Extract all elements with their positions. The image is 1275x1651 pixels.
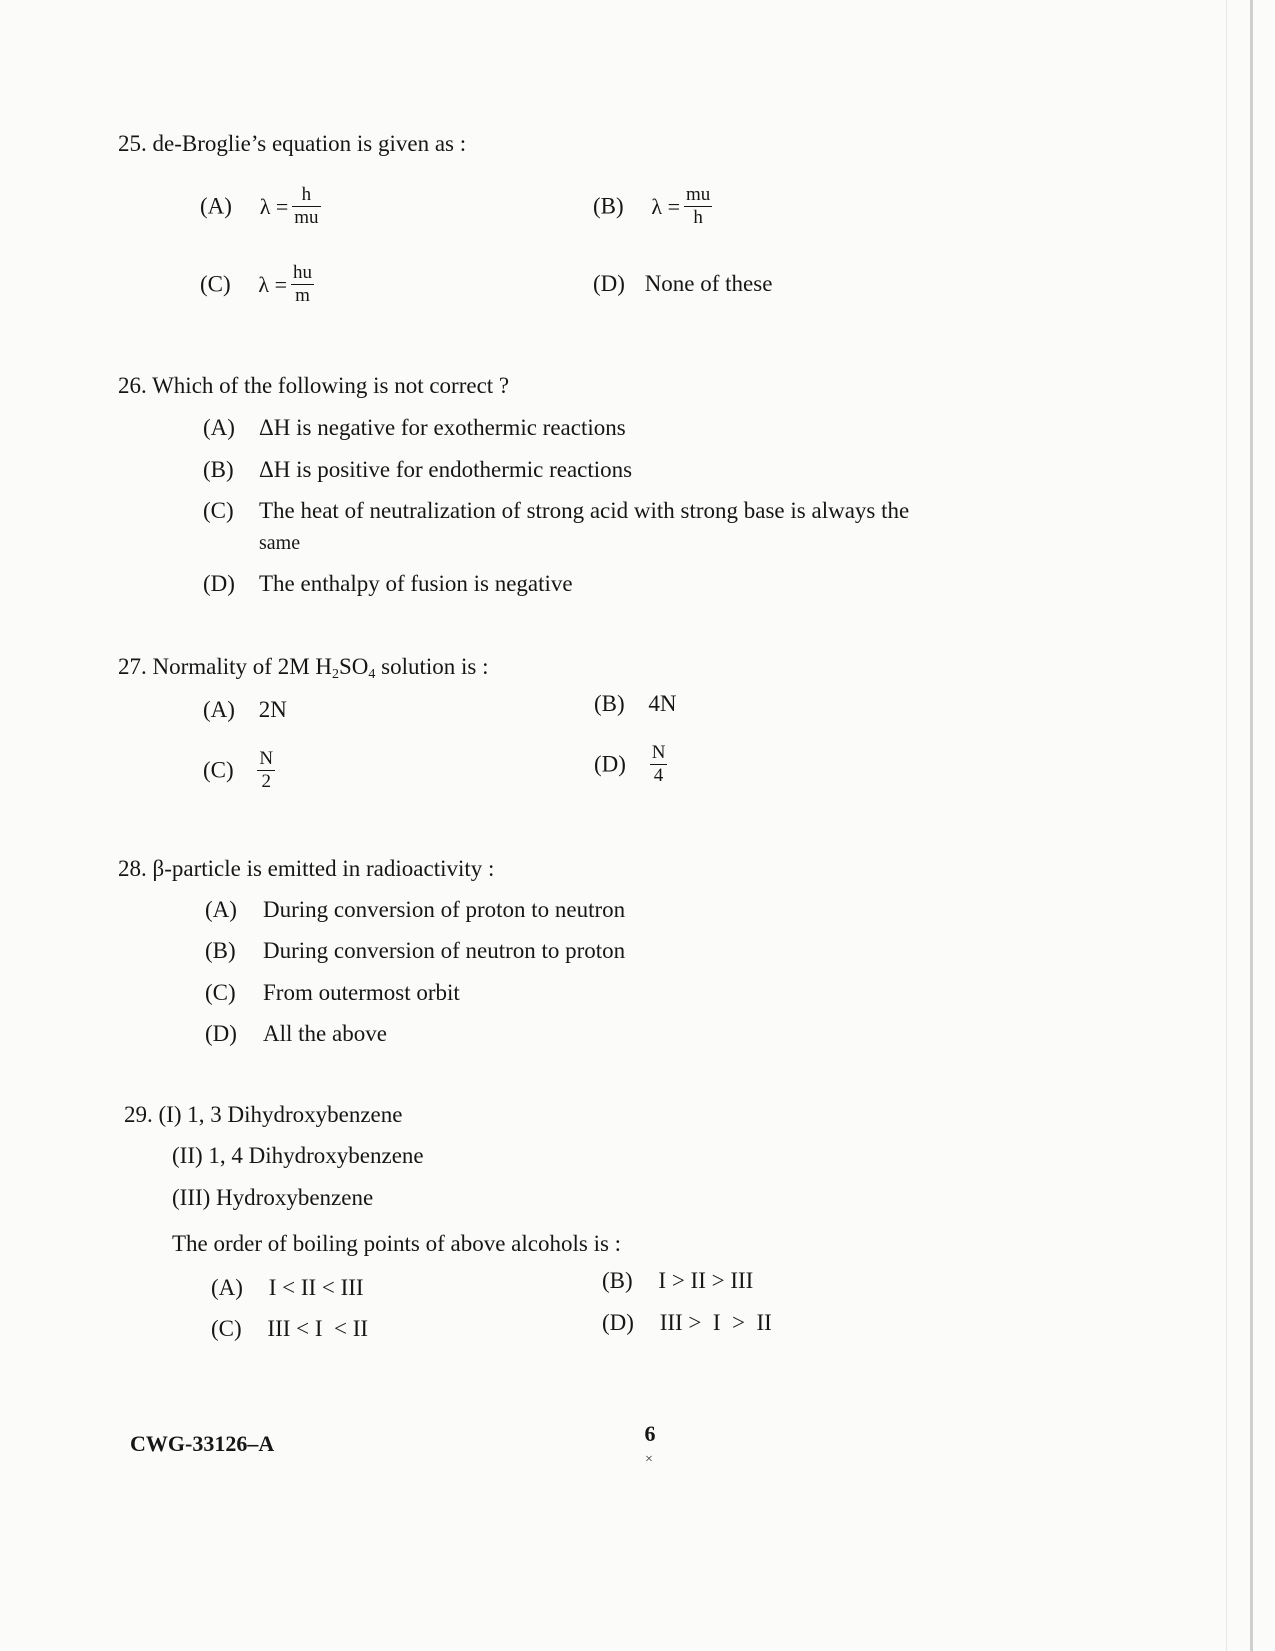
paper-code: CWG-33126–A [130,1431,275,1456]
fraction: $\frac{N}{4}$ [651,742,666,786]
question-29-item-2: (II) 1, 4 Dihydroxybenzene [172,1143,424,1168]
q28-option-a: (A) During conversion of proton to neutron [205,897,626,922]
q28-option-c: (C) From outermost orbit [205,980,460,1005]
page-number: 6 [644,1421,656,1446]
q29-option-a: (A) I < II < III [211,1275,364,1300]
question-28-stem: 28. β-particle is emitted in radioactivity : [118,856,495,881]
fraction: $\frac{h}{mu}$ [294,184,319,228]
page-edge [1250,0,1253,1651]
q25-option-a: (A) λ = $\frac{h}{mu}$ [200,184,319,228]
q26-option-d: (D) The enthalpy of fusion is negative [203,571,573,596]
question-25-stem: 25. de-Broglie’s equation is given as : [118,131,467,156]
fraction: $\frac{mu}{h}$ [686,184,711,228]
q26-option-a: (A) ΔH is negative for exothermic reactions [203,415,626,440]
question-29-item-3: (III) Hydroxybenzene [172,1185,374,1210]
q25-option-b: (B) λ = $\frac{mu}{h}$ [593,184,711,228]
q25-option-d: (D) None of these [593,271,773,296]
question-27-stem: 27. Normality of 2M $H_2SO_4$ solution is : [118,654,489,682]
question-29-item-1: 29. (I) 1, 3 Dihydroxybenzene [124,1102,403,1127]
q26-option-b: (B) ΔH is positive for endothermic reactions [203,457,633,482]
page-edge-inner [1226,0,1227,1651]
q28-option-b: (B) During conversion of neutron to proton [205,938,626,963]
question-29-stem: The order of boiling points of above alcohols is : [172,1231,622,1256]
question-26-stem: 26. Which of the following is not correct ? [118,373,510,398]
q29-option-b: (B) I > II > III [602,1268,754,1293]
q27-option-a: (A) 2N [203,697,287,722]
q27-option-c: (C) $\frac{N}{2}$ [203,748,274,792]
q25-option-c: (C) λ = $\frac{hu}{m}$ [200,262,312,306]
q26-option-c-cont: same [259,532,301,554]
q27-option-b: (B) 4N [594,691,677,716]
q28-option-d: (D) All the above [205,1021,387,1046]
fraction: $\frac{hu}{m}$ [293,262,312,306]
q29-option-c: (C) III < I < II [211,1316,369,1341]
q26-option-c: (C) The heat of neutralization of strong acid with strong base is always the [203,498,910,523]
cross-mark-icon: × [645,1452,653,1467]
fraction: $\frac{N}{2}$ [259,748,274,792]
q29-option-d: (D) III > I > II [602,1310,772,1335]
q27-option-d: (D) $\frac{N}{4}$ [594,742,666,786]
